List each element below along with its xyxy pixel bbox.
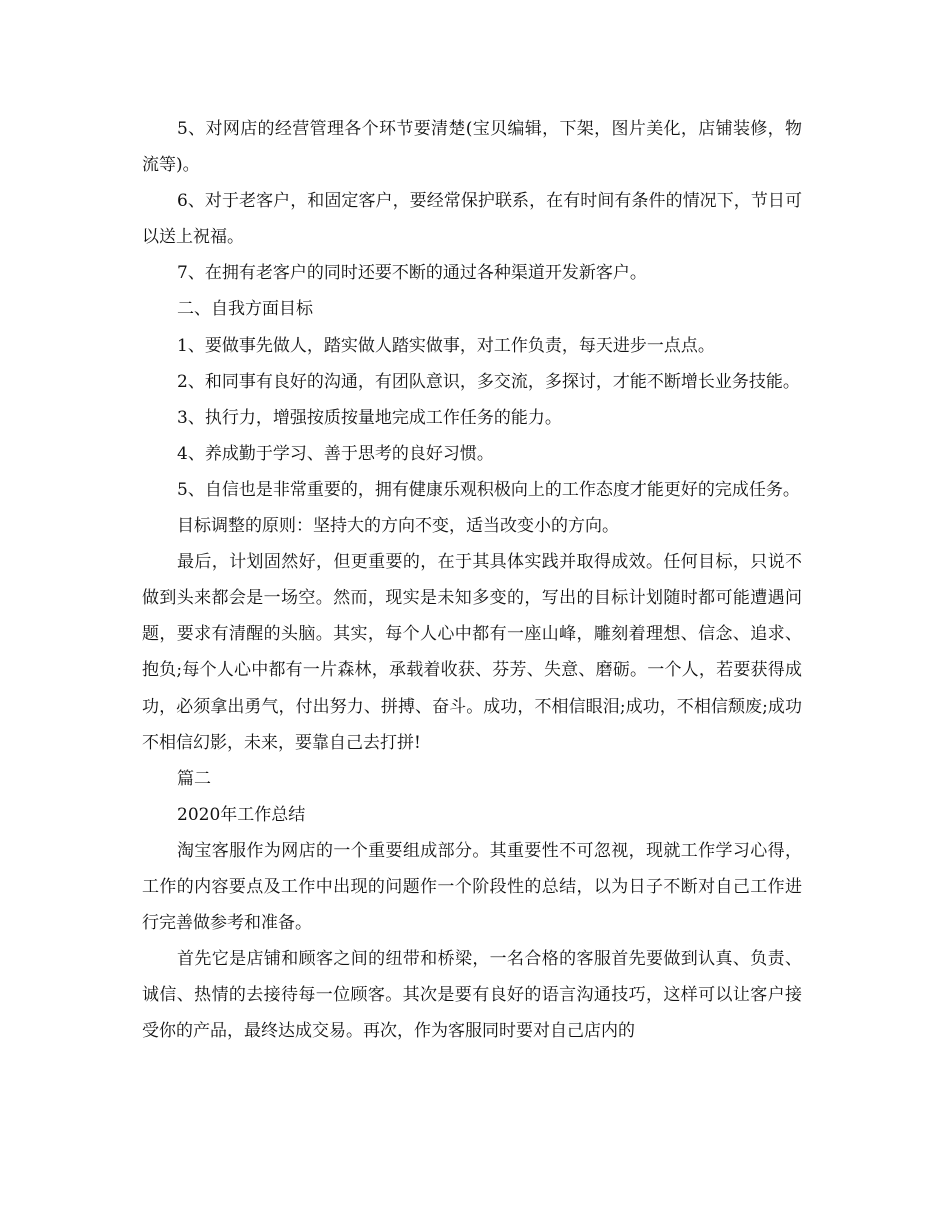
document-body <box>142 111 802 1049</box>
paragraph: 7、在拥有老客户的同时还要不断的通过各种渠道开发新客户。 <box>177 263 647 284</box>
paragraph: 5、对网店的经营管理各个环节要清楚(宝贝编辑，下架，图片美化，店铺装修，物流等)。 <box>142 119 802 176</box>
paragraph: 5、自信也是非常重要的，拥有健康乐观积极向上的工作态度才能更好的完成任务。 <box>177 479 800 500</box>
paragraph: 淘宝客服作为网店的一个重要组成部分。其重要性不可忽视，现就工作学习心得，工作的内容要点及工作中出现的问题作一个阶段性的总结，以为日子不断对自己工作进行完善做参考和准备。 <box>142 840 802 934</box>
section-title: 2020年工作总结 <box>177 804 306 825</box>
paragraph: 2、和同事有良好的沟通，有团队意识，多交流，多探讨，才能不断增长业务技能。 <box>177 371 800 392</box>
paragraph: 首先它是店铺和顾客之间的纽带和桥梁，一名合格的客服首先要做到认真、负责、诚信、热情的去接待每一位顾客。其次是要有良好的语言沟通技巧，这样可以让客户接受你的产品，最终达成交易。再次，作为客服同时要对自己店内的 <box>142 949 802 1042</box>
section-heading: 篇二 <box>177 768 211 789</box>
paragraph: 3、执行力，增强按质按量地完成工作任务的能力。 <box>177 407 562 428</box>
paragraph: 1、要做事先做人，踏实做人踏实做事，对工作负责，每天进步一点点。 <box>177 335 715 356</box>
section-heading: 二、自我方面目标 <box>177 299 313 320</box>
paragraph: 最后，计划固然好，但更重要的，在于其具体实践并取得成效。任何目标，只说不做到头来都会是一场空。然而，现实是未知多变的，写出的目标计划随时都可能遭遇问题，要求有清醒的头脑。其实，每个人心中都有一座山峰，雕刻着理想、信念、追求、抱负;每个人心中都有一片森林，承载着收获、芬芳、失意、磨砺。一个人，若要获得成功，必须拿出勇气，付出努力、拼搏、奋斗。成功，不相信眼泪;成功，不相信颓废;成功不相信幻影，未来，要靠自己去打拼! <box>142 552 802 753</box>
paragraph: 目标调整的原则：坚持大的方向不变，适当改变小的方向。 <box>177 516 619 537</box>
paragraph: 4、养成勤于学习、善于思考的良好习惯。 <box>177 443 494 464</box>
paragraph: 6、对于老客户，和固定客户，要经常保护联系，在有时间有条件的情况下，节日可以送上祝福。 <box>142 191 802 248</box>
